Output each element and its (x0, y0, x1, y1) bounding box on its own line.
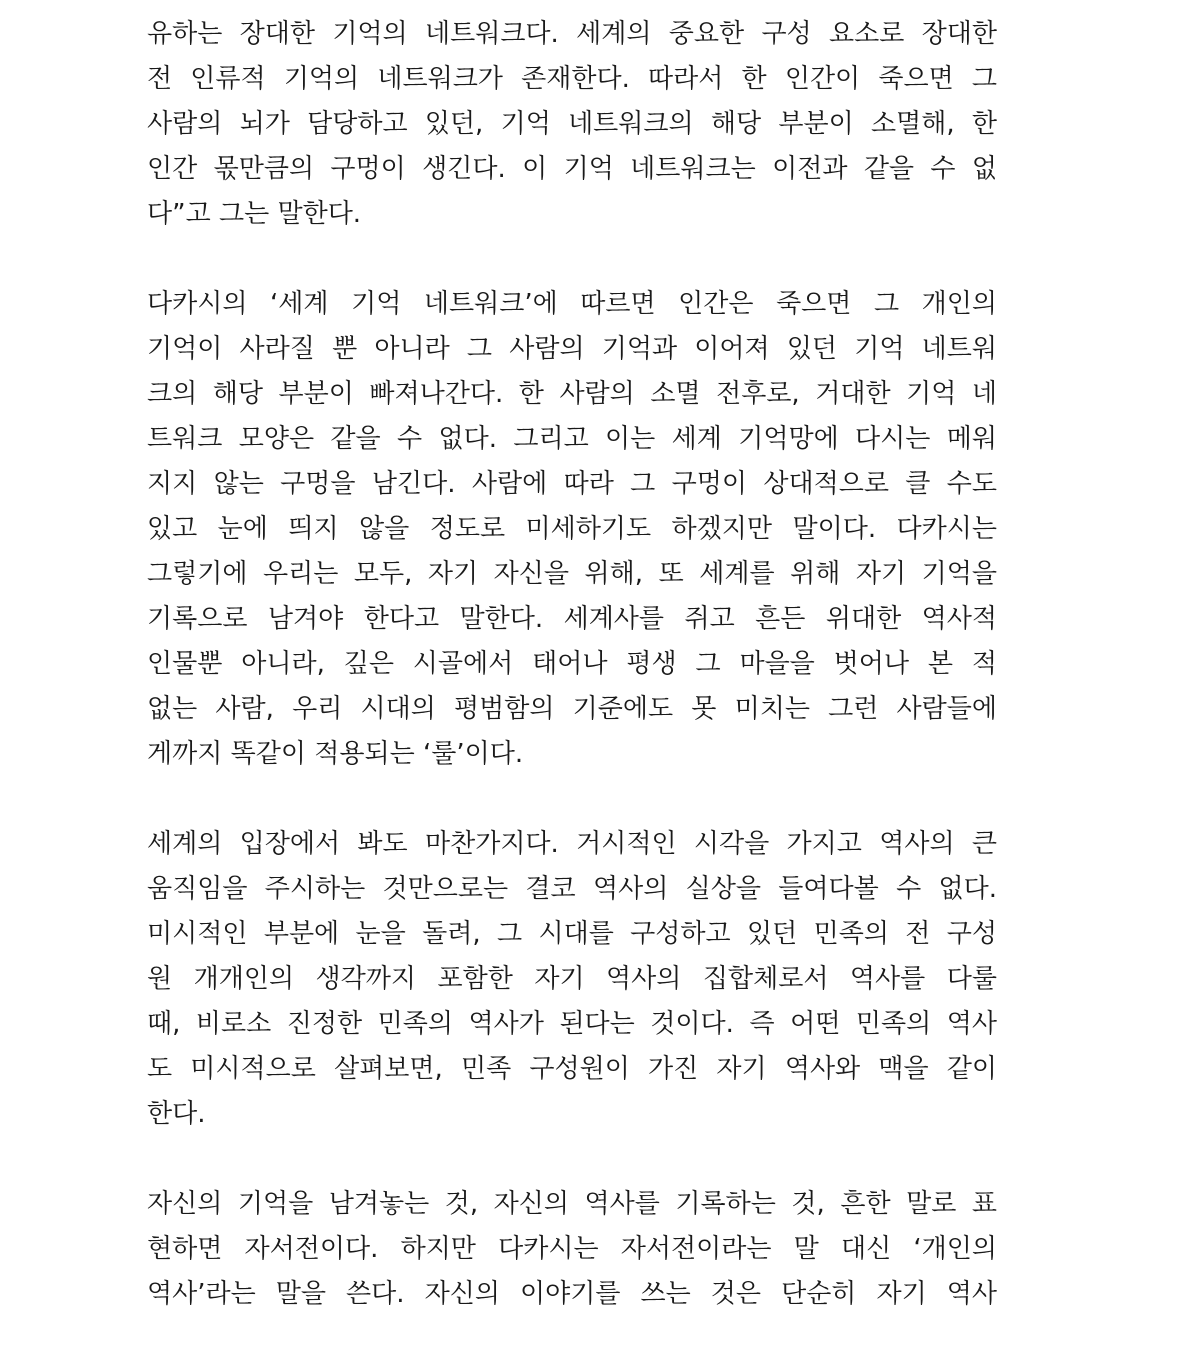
text-line: 기억이 사라질 뿐 아니라 그 사람의 기억과 이어져 있던 기억 네트워 (147, 334, 997, 364)
text-line: 자신의 기억을 남겨놓는 것, 자신의 역사를 기록하는 것, 흔한 말로 표 (147, 1189, 997, 1219)
text-line: 인간 몫만큼의 구멍이 생긴다. 이 기억 네트워크는 이전과 같을 수 없 (147, 154, 997, 184)
text-line: 전 인류적 기억의 네트워크가 존재한다. 따라서 한 인간이 죽으면 그 (147, 64, 997, 94)
text-line: 게까지 똑같이 적용되는 ‘룰’이다. (147, 739, 524, 769)
text-line: 세계의 입장에서 봐도 마찬가지다. 거시적인 시각을 가지고 역사의 큰 (147, 829, 997, 859)
text-line: 다”고 그는 말한다. (147, 199, 362, 229)
text-line: 움직임을 주시하는 것만으로는 결코 역사의 실상을 들여다볼 수 없다. (147, 874, 997, 904)
text-line: 때, 비로소 진정한 민족의 역사가 된다는 것이다. 즉 어떤 민족의 역사 (147, 1009, 997, 1039)
article-body (147, 12, 997, 1362)
text-line: 그렇기에 우리는 모두, 자기 자신을 위해, 또 세계를 위해 자기 기억을 (147, 559, 997, 589)
text-line: 미시적인 부분에 눈을 돌려, 그 시대를 구성하고 있던 민족의 전 구성 (147, 919, 997, 949)
paragraph-1 (147, 12, 997, 237)
text-line: 한다. (147, 1099, 206, 1129)
paragraph-3 (147, 822, 997, 1137)
text-line: 유하는 장대한 기억의 네트워크다. 세계의 중요한 구성 요소로 장대한 (147, 19, 997, 49)
text-line: 원 개개인의 생각까지 포함한 자기 역사의 집합체로서 역사를 다룰 (147, 964, 997, 994)
text-line: 트워크 모양은 같을 수 없다. 그리고 이는 세계 기억망에 다시는 메워 (147, 424, 997, 454)
text-line: 인물뿐 아니라, 깊은 시골에서 태어나 평생 그 마을을 벗어나 본 적 (147, 649, 997, 679)
text-line: 크의 해당 부분이 빠져나간다. 한 사람의 소멸 전후로, 거대한 기억 네 (147, 379, 997, 409)
text-line: 기록으로 남겨야 한다고 말한다. 세계사를 쥐고 흔든 위대한 역사적 (147, 604, 997, 634)
paragraph-4 (147, 1182, 997, 1317)
paragraph-2 (147, 282, 997, 777)
text-line: 현하면 자서전이다. 하지만 다카시는 자서전이라는 말 대신 ‘개인의 (147, 1234, 997, 1264)
text-line: 다카시의 ‘세계 기억 네트워크’에 따르면 인간은 죽으면 그 개인의 (147, 289, 997, 319)
text-line: 사람의 뇌가 담당하고 있던, 기억 네트워크의 해당 부분이 소멸해, 한 (147, 109, 997, 139)
text-line: 지지 않는 구멍을 남긴다. 사람에 따라 그 구멍이 상대적으로 클 수도 (147, 469, 997, 499)
text-line: 도 미시적으로 살펴보면, 민족 구성원이 가진 자기 역사와 맥을 같이 (147, 1054, 997, 1084)
text-line: 없는 사람, 우리 시대의 평범함의 기준에도 못 미치는 그런 사람들에 (147, 694, 997, 724)
text-line: 역사’라는 말을 쓴다. 자신의 이야기를 쓰는 것은 단순히 자기 역사 (147, 1279, 997, 1309)
text-line: 있고 눈에 띄지 않을 정도로 미세하기도 하겠지만 말이다. 다카시는 (147, 514, 997, 544)
